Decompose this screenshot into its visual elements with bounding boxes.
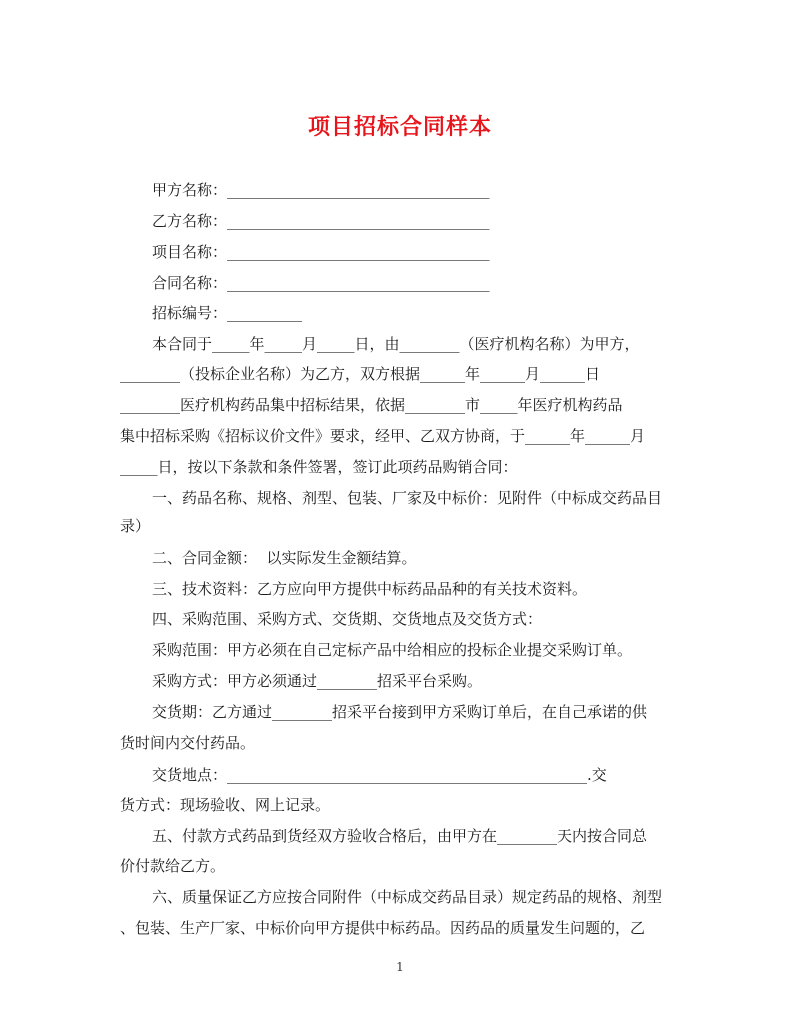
document-title: 项目招标合同样本 [307, 114, 492, 140]
clause-1-line: 录） [120, 517, 151, 535]
paragraph-line: 集中招标采购《招标议价文件》要求，经甲、乙双方协商，于______年______月 [120, 427, 646, 445]
page-number: 1 [396, 960, 404, 974]
paragraph-line: ________医疗机构药品集中招标结果，依据________市_____年医疗机构药品 [120, 396, 623, 414]
bid-number-line: 招标编号：__________ [152, 304, 303, 322]
clause-4-line: 四、采购范围、采购方式、交货期、交货地点及交货方式： [152, 610, 543, 628]
clause-1-line: 一、药品名称、规格、剂型、包装、厂家及中标价：见附件（中标成交药品目 [152, 489, 663, 507]
paragraph-line: ________（投标企业名称）为乙方，双方根据______年______月______日 [120, 365, 601, 383]
paragraph-line: 本合同于_____年_____月_____日，由________（医疗机构名称）为甲方， [152, 335, 640, 353]
paragraph-line: _____日，按以下条款和条件签署，签订此项药品购销合同： [120, 458, 518, 476]
delivery-location-line: 交货地点：________________________________________________.交 [152, 766, 607, 784]
clause-5-line: 五、付款方式药品到货经双方验收合格后，由甲方在________天内按合同总 [152, 827, 648, 845]
clause-3-line: 三、技术资料：乙方应向甲方提供中标药品品种的有关技术资料。 [152, 580, 588, 598]
purchase-method-line: 采购方式：甲方必须通过________招采平台采购。 [152, 672, 483, 690]
clause-6-line: 、包装、生产厂家、中标价向甲方提供中标药品。因药品的质量发生问题的，乙 [120, 919, 646, 937]
delivery-method-line: 货方式：现场验收、网上记录。 [120, 796, 331, 814]
project-name-line: 项目名称：___________________________________ [152, 243, 490, 261]
clause-5-line: 价付款给乙方。 [120, 857, 226, 875]
party-a-name-line: 甲方名称：___________________________________ [152, 181, 490, 199]
clause-2-line: 二、合同金额： 以实际发生金额结算。 [152, 549, 417, 567]
party-b-name-line: 乙方名称：___________________________________ [152, 212, 490, 230]
purchase-scope-line: 采购范围：甲方必须在自己定标产品中给相应的投标企业提交采购订单。 [152, 641, 633, 659]
clause-6-line: 六、质量保证乙方应按合同附件（中标成交药品目录）规定药品的规格、剂型 [152, 888, 663, 906]
delivery-period-line: 交货期：乙方通过________招采平台接到甲方采购订单后，在自己承诺的供 [152, 703, 648, 721]
contract-name-line: 合同名称：___________________________________ [152, 274, 490, 292]
delivery-period-line: 货时间内交付药品。 [120, 734, 256, 752]
